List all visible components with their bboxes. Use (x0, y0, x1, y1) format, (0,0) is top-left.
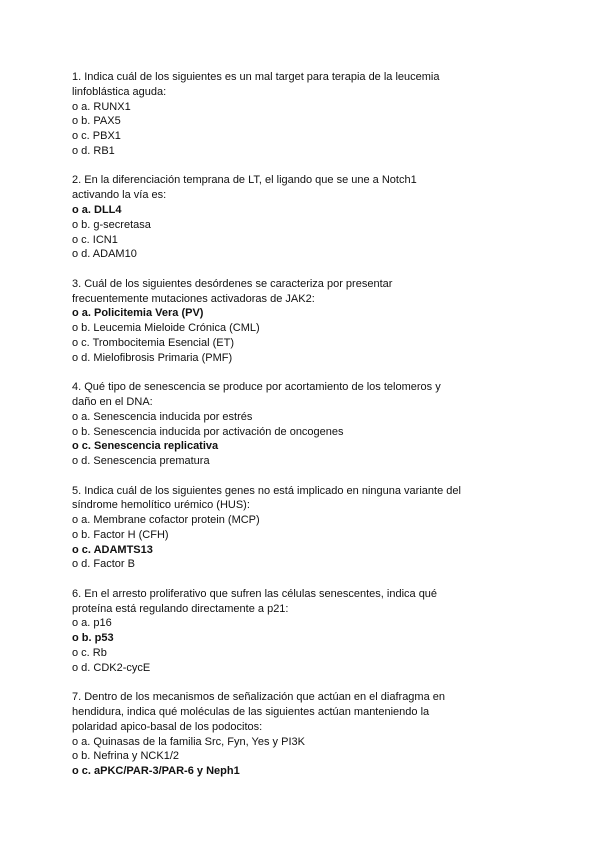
option-c: o c. aPKC/PAR-3/PAR-6 y Neph1 (72, 765, 240, 778)
option-b: o b. PAX5 (72, 115, 121, 128)
option-a: o a. Quinasas de la familia Src, Fyn, Yes y PI3K (72, 735, 305, 748)
option-b: o b. Leucemia Mieloide Crónica (CML) (72, 322, 260, 335)
option-a: o a. Senescencia inducida por estrés (72, 410, 253, 423)
question-1 (72, 70, 462, 159)
question-text: 6. En el arresto proliferativo que sufren las células senescentes, indica qué proteína está regulando directamente a p21: (72, 587, 438, 615)
option-c: o c. Trombocitemia Esencial (ET) (72, 336, 234, 349)
option-d: o d. RB1 (72, 144, 115, 157)
question-5 (72, 484, 462, 573)
option-c: o c. ADAMTS13 (72, 543, 153, 556)
option-a: o a. p16 (72, 617, 112, 630)
option-c: o c. Senescencia replicativa (72, 440, 219, 453)
option-d: o d. CDK2-cycE (72, 661, 151, 674)
question-text: 1. Indica cuál de los siguientes es un mal target para terapia de la leucemia linfoblástica aguda: (72, 71, 440, 98)
option-d: o d. Senescencia prematura (72, 455, 210, 468)
option-b: o b. g-secretasa (72, 218, 151, 231)
option-c: o c. ICN1 (72, 233, 118, 246)
option-d: o d. Factor B (72, 558, 135, 571)
question-6 (72, 587, 462, 676)
option-b: o b. Nefrina y NCK1/2 (72, 750, 179, 763)
option-b: o b. Factor H (CFH) (72, 528, 169, 541)
option-b: o b. p53 (72, 632, 114, 645)
option-d: o d. Mielofibrosis Primaria (PMF) (72, 351, 233, 364)
option-d: o d. ADAM10 (72, 248, 137, 261)
question-text: 5. Indica cuál de los siguientes genes no está implicado en ninguna variante del síndrome hemolítico urémico (HUS): (72, 484, 461, 512)
document-page (72, 70, 462, 794)
question-text: 4. Qué tipo de senescencia se produce por acortamiento de los telomeros y daño en el DNA: (72, 381, 441, 408)
question-text: 2. En la diferenciación temprana de LT, el ligando que se une a Notch1 activando la vía es: (72, 174, 417, 202)
question-4 (72, 380, 462, 469)
question-7 (72, 690, 462, 779)
option-c: o c. Rb (72, 647, 107, 660)
question-text: 7. Dentro de los mecanismos de señalización que actúan en el diafragma en hendidura, indica qué moléculas de las siguientes actúan manteniendo la polaridad apico-basal de los podocitos: (72, 691, 446, 733)
option-a: o a. RUNX1 (72, 100, 131, 113)
option-c: o c. PBX1 (72, 130, 121, 143)
question-text: 3. Cuál de los siguientes desórdenes se caracteriza por presentar frecuentemente mutaciones activadoras de JAK2: (72, 277, 393, 305)
option-b: o b. Senescencia inducida por activación de oncogenes (72, 425, 344, 438)
question-2 (72, 173, 462, 262)
option-a: o a. Membrane cofactor protein (MCP) (72, 514, 260, 527)
option-a: o a. Policitemia Vera (PV) (72, 307, 204, 320)
question-3 (72, 277, 462, 366)
option-a: o a. DLL4 (72, 203, 122, 216)
